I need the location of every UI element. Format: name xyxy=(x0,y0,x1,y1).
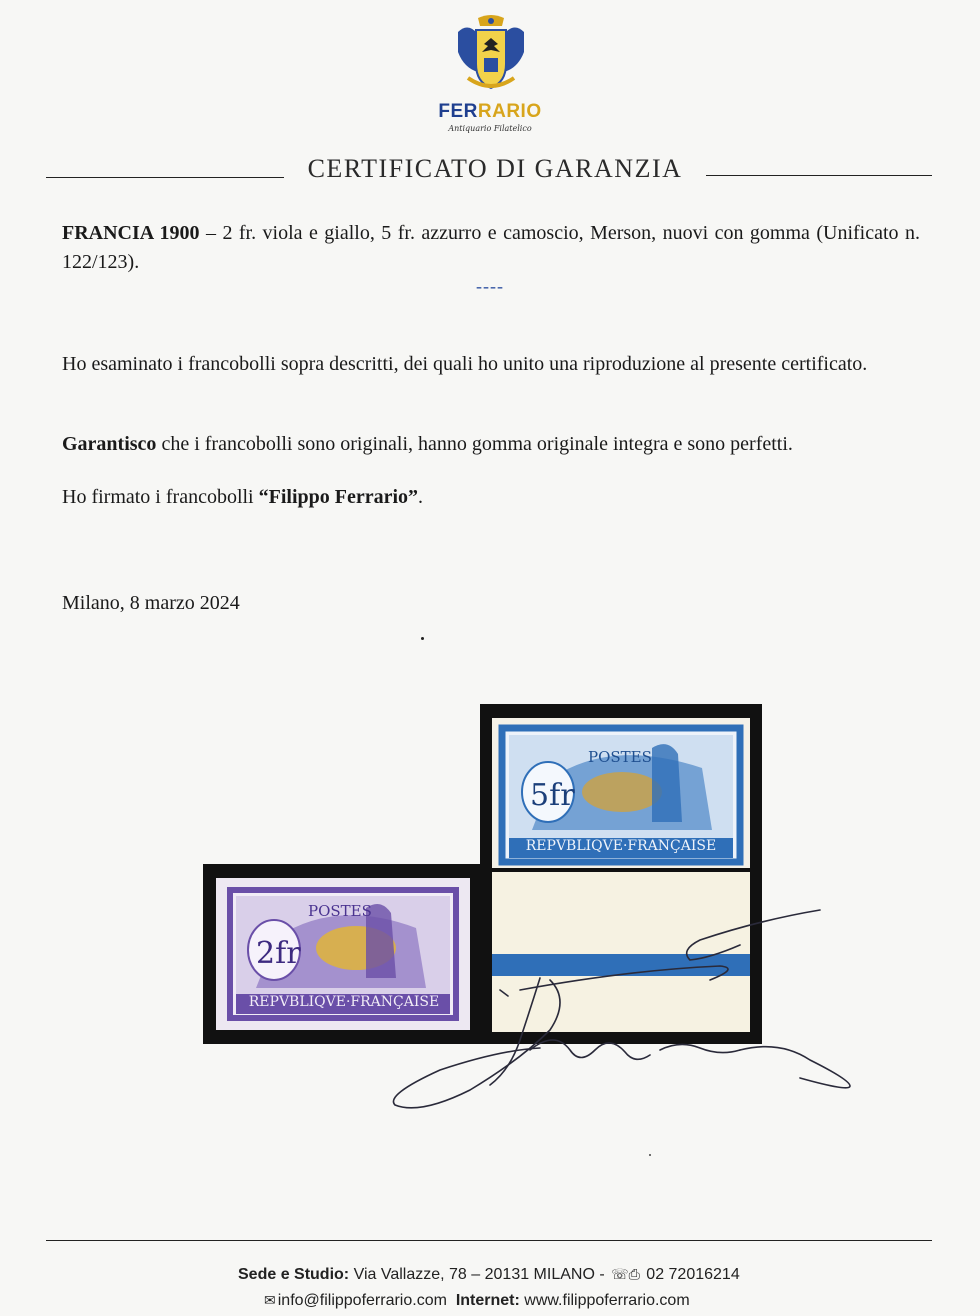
stamp-description xyxy=(62,219,920,277)
internet-label: Internet: xyxy=(455,1292,520,1309)
stamp-5fr-value: 5fr xyxy=(530,778,575,813)
website: www.filippoferrario.com xyxy=(519,1292,690,1309)
envelope-icon: ✉ xyxy=(264,1292,276,1308)
signed-suffix: . xyxy=(418,486,424,508)
footer-contact-line xyxy=(262,1292,690,1310)
brand-subtitle: Antiquario Filatelico xyxy=(448,124,532,133)
ferrario-crest-logo xyxy=(448,12,534,98)
description-rest: – 2 fr. viola e giallo, 5 fr. azzurro e camoscio, Merson, nuovi con gomma (Unificato n. 122/123). xyxy=(62,222,920,273)
certificate-date: Milano, 8 marzo 2024 xyxy=(62,592,240,614)
title-rule-left xyxy=(46,177,284,178)
brand-name-part2: RARIO xyxy=(477,101,542,122)
signed-prefix: Ho firmato i francobolli xyxy=(62,486,259,508)
speck xyxy=(649,1154,651,1156)
seat-label: Sede e Studio: xyxy=(238,1266,350,1283)
brand-name xyxy=(390,101,590,123)
guarantee-lead: Garantisco xyxy=(62,433,157,455)
signed-statement xyxy=(62,483,920,512)
footer-rule xyxy=(46,1240,932,1241)
speck xyxy=(421,637,424,640)
brand-name-part1: FER xyxy=(438,101,478,122)
stamp-5fr-header: POSTES xyxy=(588,748,652,766)
phone-fax-icon: ☏⎙ xyxy=(611,1266,640,1282)
stamp-2fr-value: 2fr xyxy=(256,936,301,971)
stamp-2fr-legend: REPVBLIQVE·FRANÇAISE xyxy=(248,994,440,1010)
description-separator: ---- xyxy=(476,276,504,296)
description-lead: FRANCIA 1900 xyxy=(62,222,200,244)
title-rule-right xyxy=(706,175,932,176)
stamp-2fr-header: POSTES xyxy=(308,902,372,920)
footer-address-line xyxy=(238,1266,740,1284)
examination-statement: Ho esaminato i francobolli sopra descritti, dei quali ho unito una riproduzione al presente certificato. xyxy=(62,353,868,375)
phone-number: 02 72016214 xyxy=(641,1266,740,1283)
email-address: info@filippoferrario.com xyxy=(277,1292,447,1309)
stamp-5fr xyxy=(492,718,750,868)
certificate-title: CERTIFICATO DI GARANZIA xyxy=(307,154,683,183)
guarantee-rest: che i francobolli sono originali, hanno gomma originale integra e sono perfetti. xyxy=(156,433,793,455)
guarantee-statement xyxy=(62,430,920,459)
handwritten-signature xyxy=(380,900,860,1120)
signed-name: “Filippo Ferrario” xyxy=(258,486,419,508)
address: Via Vallazze, 78 – 20131 MILANO - xyxy=(349,1266,610,1283)
stamp-5fr-legend: REPVBLIQVE·FRANÇAISE xyxy=(525,838,717,854)
